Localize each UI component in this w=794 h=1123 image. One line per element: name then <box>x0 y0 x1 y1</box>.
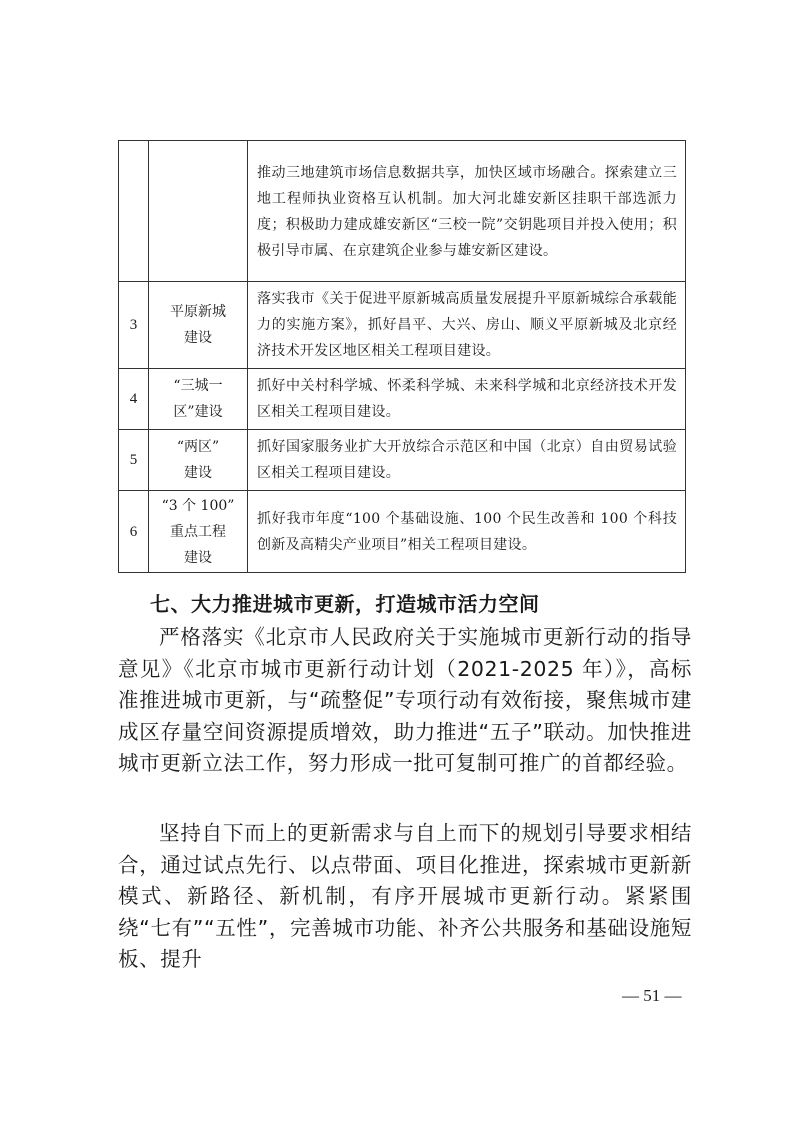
row-name-line: 建设 <box>184 330 212 346</box>
row-number <box>119 141 149 282</box>
row-content: 推动三地建筑市场信息数据共享，加快区域市场融合。探索建立三地工程师执业资格互认机制。加大河北雄安新区挂职干部选派力度；积极助力建成雄安新区“三校一院”交钥匙项目并投入使用；积极引导市属、在京建筑企业参与雄安新区建设。 <box>248 141 686 282</box>
table-row <box>119 282 686 369</box>
row-name-line: “3 个 100” <box>161 497 235 514</box>
row-name-line: 平原新城 <box>170 304 226 320</box>
body-paragraph: 严格落实《北京市人民政府关于实施城市更新行动的指导意见》《北京市城市更新行动计划（2021-2025 年）》，高标准推进城市更新，与“疏整促”专项行动有效衔接，聚焦城市建成区存量空间资源提质增效，助力推进“五子”联动。加快推进城市更新立法工作，努力形成一批可复制可推广的首都经验。 <box>118 625 692 775</box>
page-number: — 51 — <box>622 986 682 1005</box>
row-name-line: “三城一 <box>173 378 223 394</box>
row-content: 抓好我市年度“100 个基础设施、100 个民生改善和 100 个科技创新及高精尖产业项目”相关工程项目建设。 <box>248 491 686 573</box>
row-name <box>149 430 248 491</box>
body-paragraph: 坚持自下而上的更新需求与自上而下的规划引导要求相结合，通过试点先行、以点带面、项目化推进，探索城市更新新模式、新路径、新机制，有序开展城市更新行动。紧紧围绕“七有”“五性”，完善城市功能、补齐公共服务和基础设施短板、提升 <box>118 821 692 971</box>
section-heading: 七、大力推进城市更新，打造城市活力空间 <box>150 592 540 616</box>
row-name-line: 建设 <box>184 549 212 566</box>
projects-table <box>118 140 686 573</box>
row-name-line: 建设 <box>184 465 212 481</box>
table-row <box>119 141 686 282</box>
table-row <box>119 430 686 491</box>
row-name-line: “两区” <box>176 439 220 455</box>
row-number: 5 <box>119 430 149 491</box>
row-name <box>149 491 248 573</box>
row-number: 4 <box>119 369 149 430</box>
table-row <box>119 491 686 573</box>
row-name-line: 区”建设 <box>173 404 223 420</box>
row-content: 抓好中关村科学城、怀柔科学城、未来科学城和北京经济技术开发区相关工程项目建设。 <box>248 369 686 430</box>
row-content: 落实我市《关于促进平原新城高质量发展提升平原新城综合承载能力的实施方案》，抓好昌平、大兴、房山、顺义平原新城及北京经济技术开发区地区相关工程项目建设。 <box>248 282 686 369</box>
row-content: 抓好国家服务业扩大开放综合示范区和中国（北京）自由贸易试验区相关工程项目建设。 <box>248 430 686 491</box>
row-name-line: 重点工程 <box>170 523 226 540</box>
row-number: 6 <box>119 491 149 573</box>
row-number: 3 <box>119 282 149 369</box>
row-name <box>149 282 248 369</box>
table-row <box>119 369 686 430</box>
row-name <box>149 369 248 430</box>
row-name <box>149 141 248 282</box>
